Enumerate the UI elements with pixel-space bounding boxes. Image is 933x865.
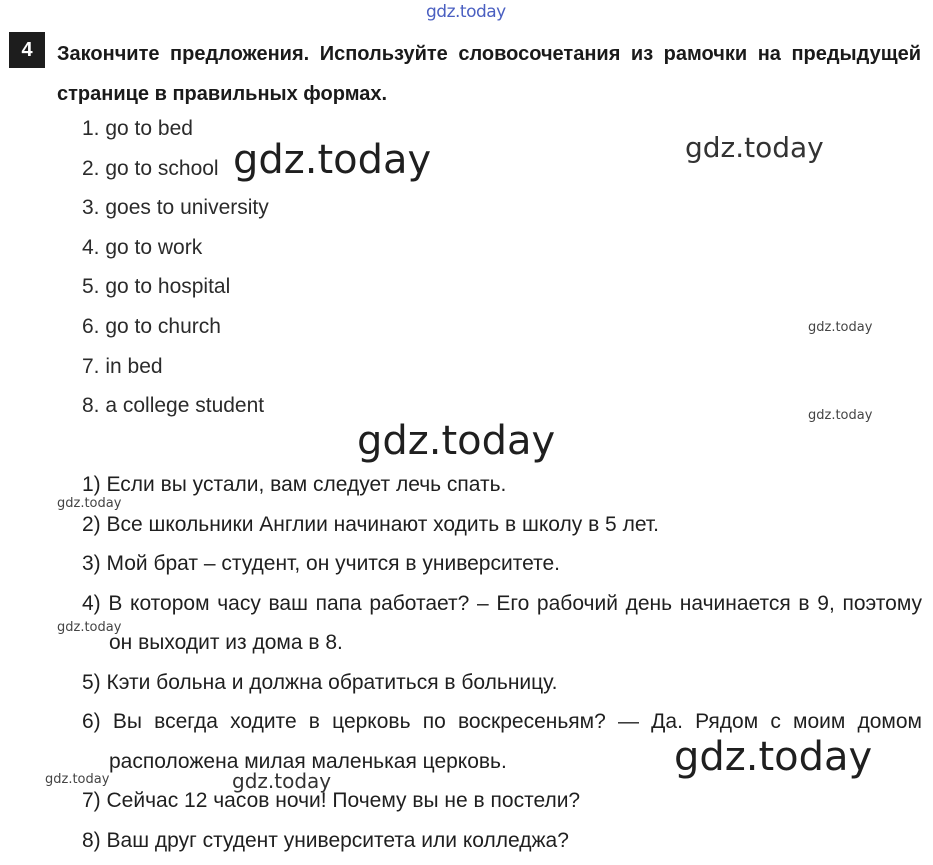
list-item: 4) В котором часу ваш папа работает? – Его рабочий день начинается в 9, поэтому он выходит из дома в 8. (82, 591, 922, 654)
task-heading: Закончите предложения. Используйте словосочетания из рамочки на предыдущей странице в правильных формах. (57, 43, 921, 105)
list-item: 7) Сейчас 12 часов ночи! Почему вы не в постели? (82, 789, 581, 812)
watermark: gdz.today (685, 131, 824, 164)
list-item: 1. go to bed (82, 117, 193, 140)
list-item: 7. in bed (82, 354, 163, 378)
watermark: gdz.today (57, 620, 122, 635)
task-number-badge: 4 (9, 32, 45, 68)
list-item: 5) Кэти больна и должна обратиться в больницу. (82, 670, 558, 694)
list-item: 8. a college student (82, 394, 265, 418)
watermark-top: gdz.today (426, 2, 506, 22)
watermark: gdz.today (45, 772, 110, 787)
sentence-list (82, 465, 922, 860)
watermark: gdz.today (233, 137, 432, 183)
watermark: gdz.today (232, 769, 332, 793)
list-item: 6) Вы всегда ходите в церковь по воскресеньям? — Да. Рядом с моим домом расположена милая маленькая церковь. (82, 710, 922, 773)
watermark: gdz.today (57, 496, 122, 511)
list-item: 5. go to hospital (82, 275, 231, 299)
list-item: 2) Все школьники Англии начинают ходить в школу в 5 лет. (82, 512, 659, 536)
watermark: gdz.today (808, 408, 873, 423)
list-item: 3) Мой брат – студент, он учится в университете. (82, 552, 560, 575)
watermark: gdz.today (808, 320, 873, 335)
list-item: 6. go to church (82, 314, 221, 338)
watermark: gdz.today (357, 418, 556, 464)
list-item: 1) Если вы устали, вам следует лечь спать. (82, 473, 507, 496)
list-item: 2. go to school (82, 156, 219, 180)
list-item: 4. go to work (82, 235, 203, 259)
list-item: 8) Ваш друг студент университета или колледжа? (82, 828, 569, 852)
list-item: 3. goes to university (82, 196, 269, 220)
watermark: gdz.today (674, 734, 873, 780)
